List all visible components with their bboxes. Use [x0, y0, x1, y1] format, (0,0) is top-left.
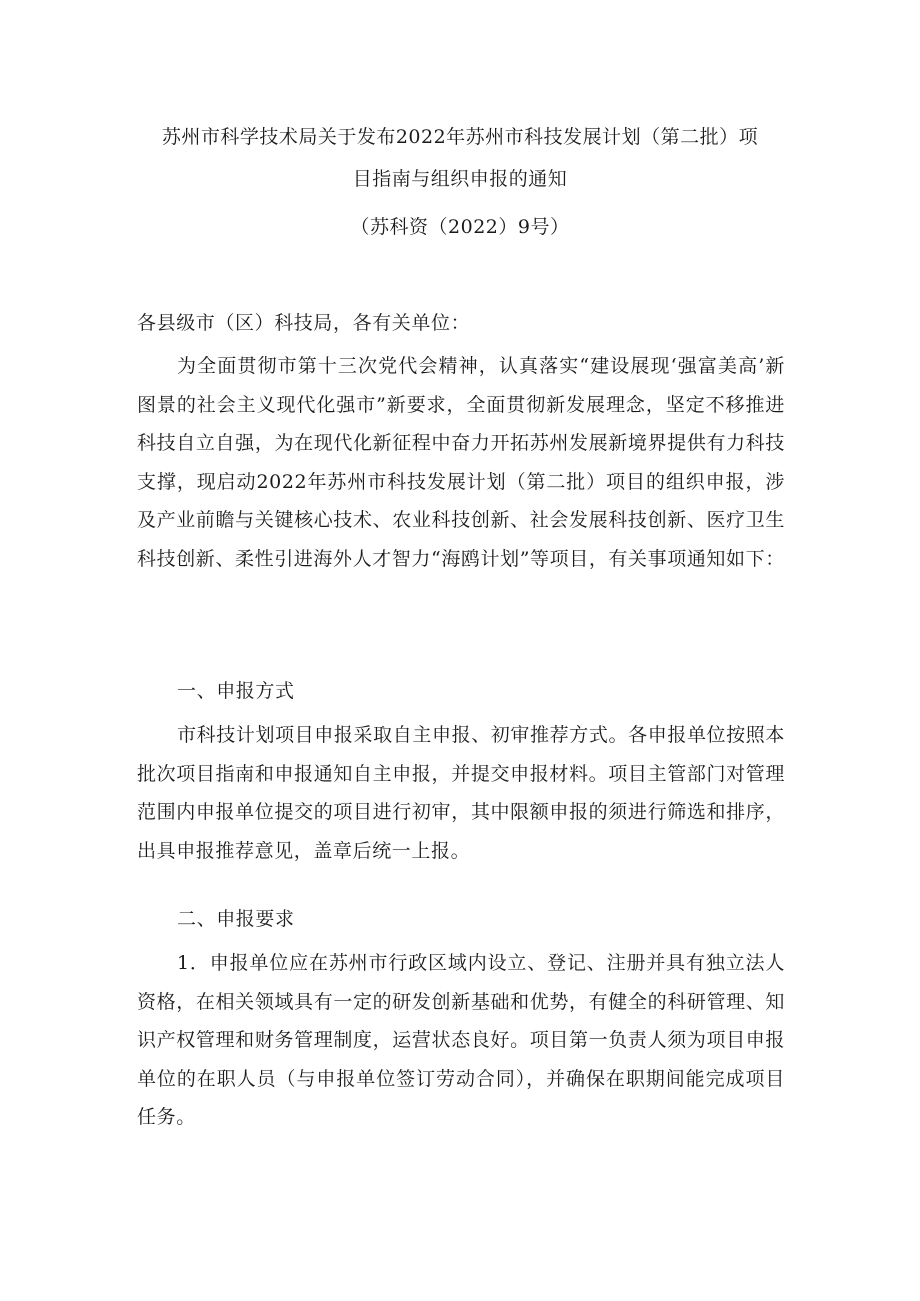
- section-paragraph-application-method: 市科技计划项目申报采取自主申报、初审推荐方式。各申报单位按照本批次项目指南和申报通知自主申报，并提交申报材料。项目主管部门对管理范围内申报单位提交的项目进行初审，其中限额申报的须进行筛选和排序，出具申报推荐意见，盖章后统一上报。: [137, 724, 785, 862]
- document-number: （苏科资（2022）9号）: [350, 216, 570, 238]
- section-heading-application-method: 一、申报方式: [177, 680, 295, 702]
- document-title-line2: 目指南与组织申报的通知: [352, 168, 568, 190]
- section-heading-application-requirements: 二、申报要求: [177, 908, 295, 930]
- document-title-line1: 苏州市科学技术局关于发布2022年苏州市科技发展计划（第二批）项: [161, 126, 759, 148]
- intro-paragraph: 为全面贯彻市第十三次党代会精神，认真落实“建设展现‘强富美高’新图景的社会主义现代化强市”新要求，全面贯彻新发展理念，坚定不移推进科技自立自强，为在现代化新征程中奋力开拓苏州发展新境界提供有力科技支撑，现启动2022年苏州市科技发展计划（第二批）项目的组织申报，涉及产业前瞻与关键核心技术、农业科技创新、社会发展科技创新、医疗卫生科技创新、柔性引进海外人才智力“海鸥计划”等项目，有关事项通知如下：: [137, 355, 785, 570]
- salutation: 各县级市（区）科技局，各有关单位：: [137, 312, 471, 334]
- requirement-item-1: 1．申报单位应在苏州市行政区域内设立、登记、注册并具有独立法人资格，在相关领域具有一定的研发创新基础和优势，有健全的科研管理、知识产权管理和财务管理制度，运营状态良好。项目第一负责人须为项目申报单位的在职人员（与申报单位签订劳动合同），并确保在职期间能完成项目任务。: [137, 952, 785, 1129]
